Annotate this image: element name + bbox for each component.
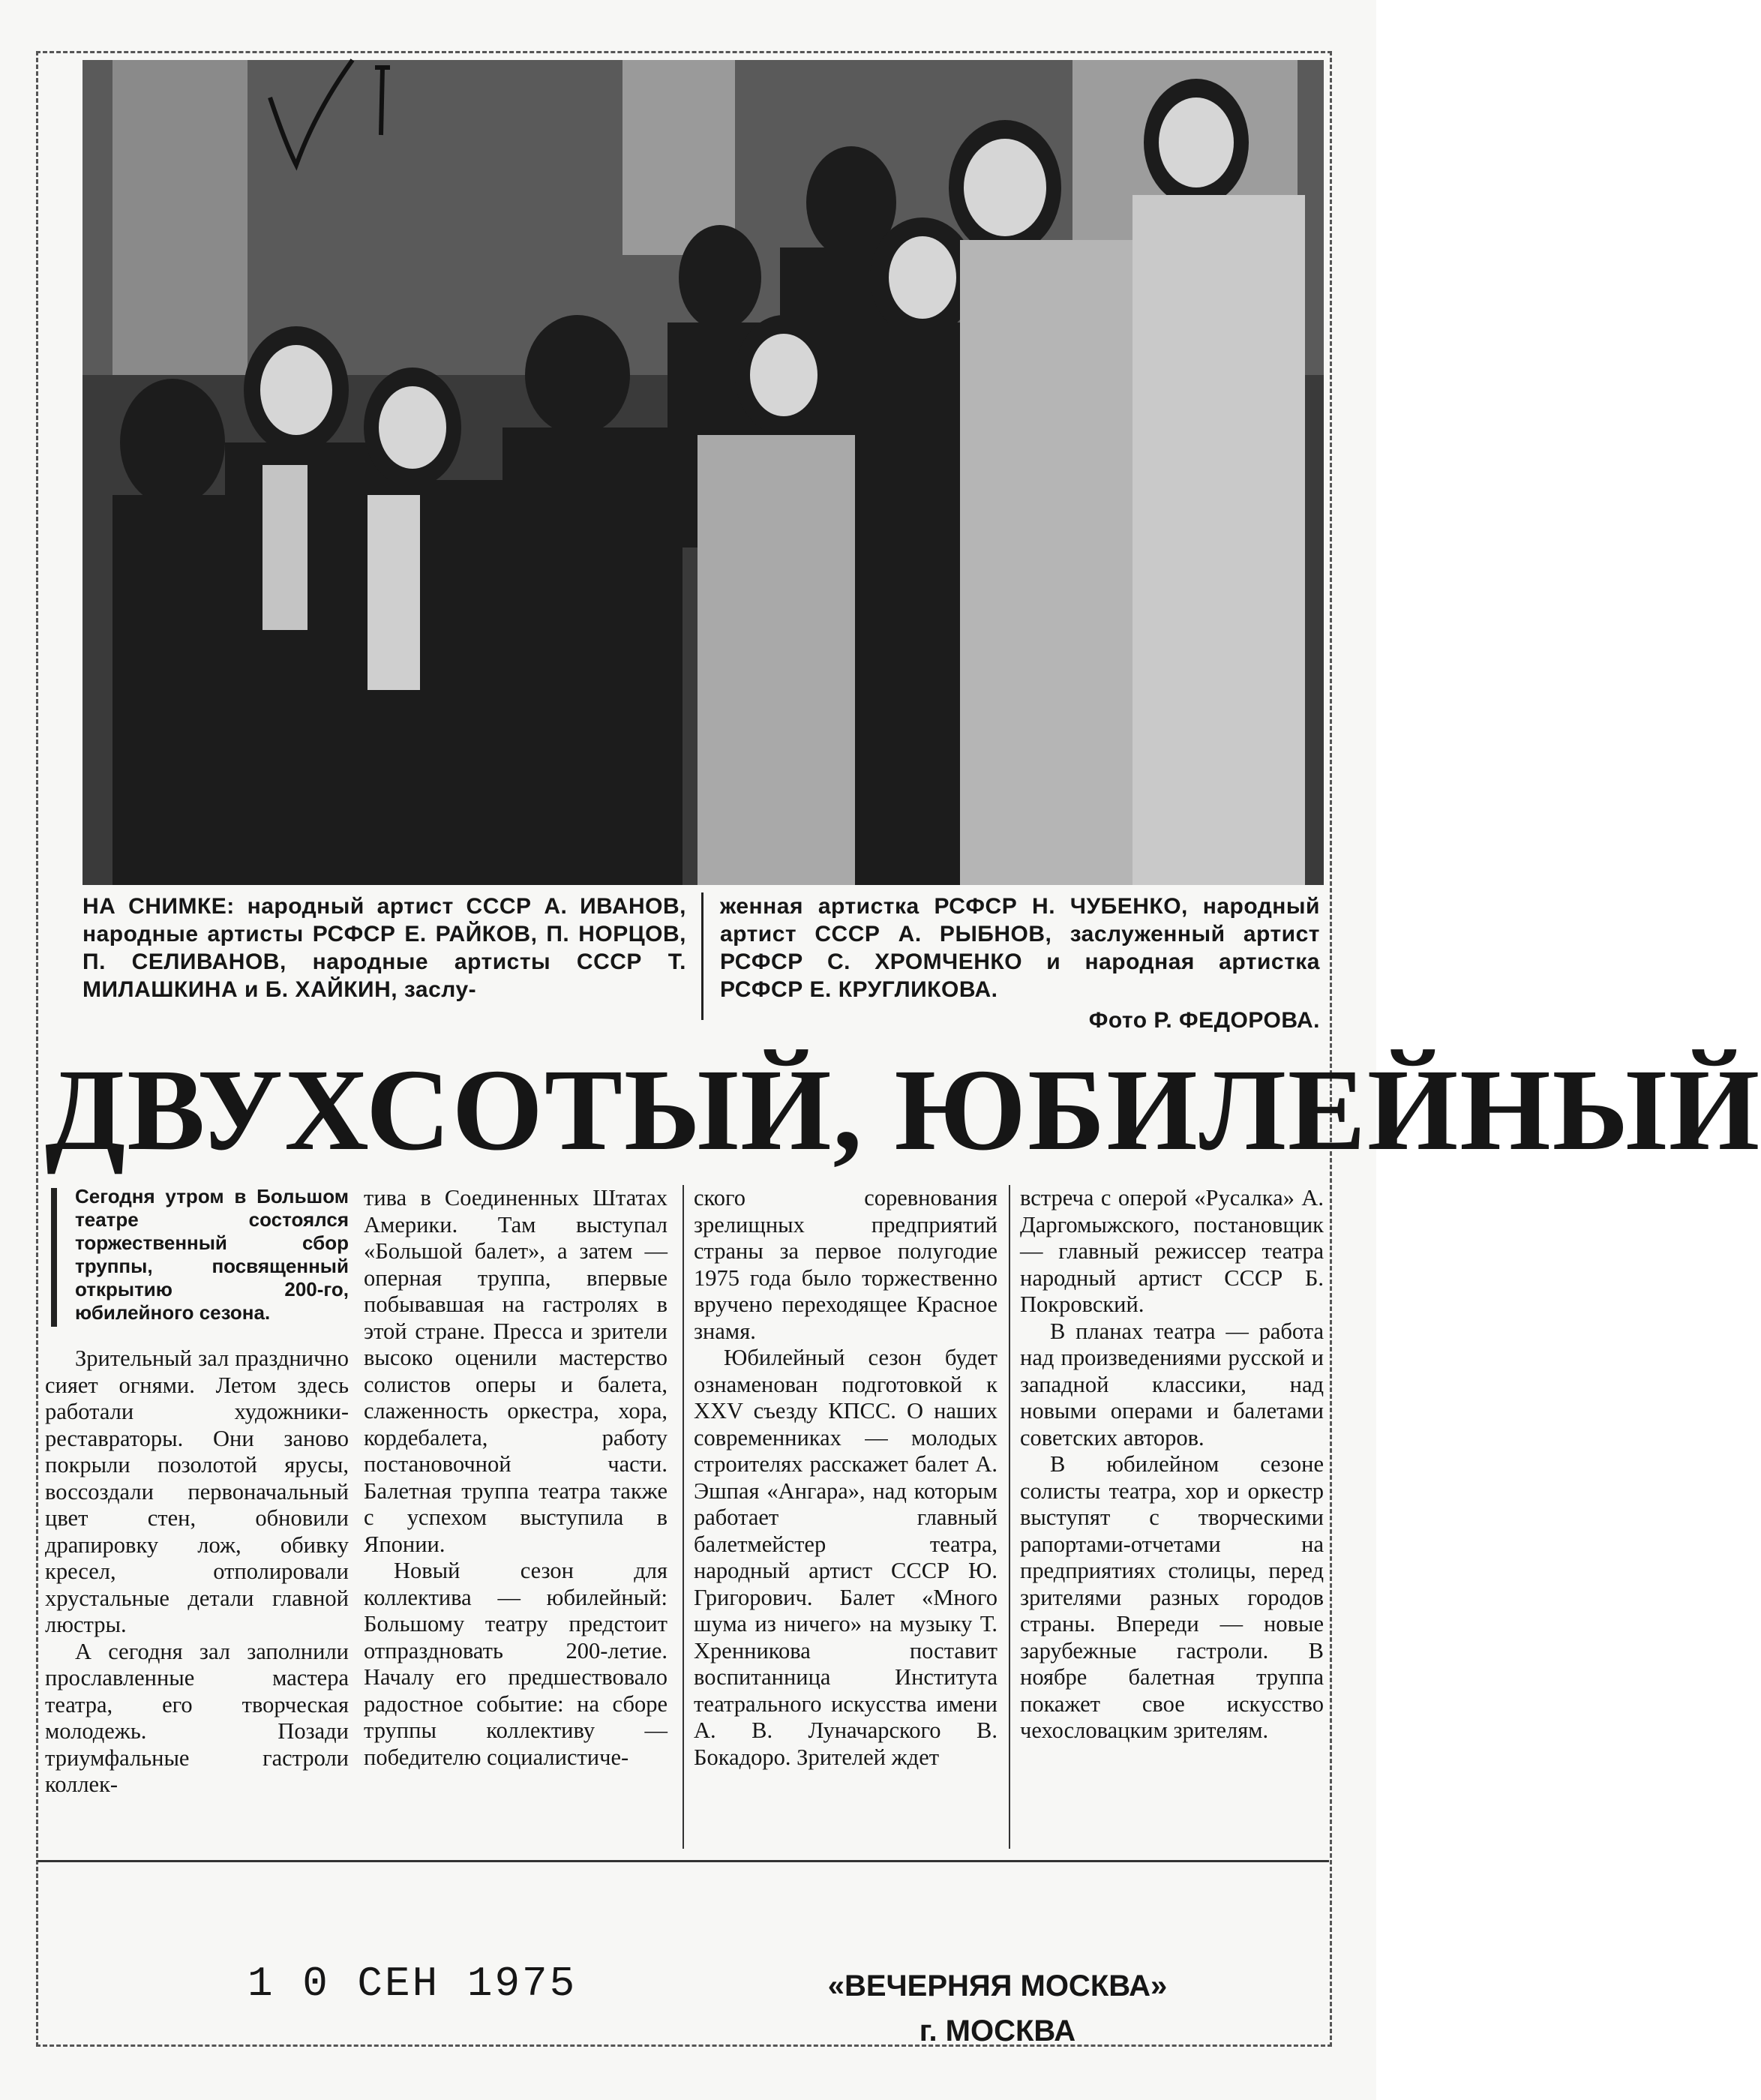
caption-divider <box>701 892 704 1020</box>
paragraph: А сегодня зал заполнили прославленные мастера театра, его творческая молодежь. Позади триумфальные гастроли коллек- <box>45 1638 349 1797</box>
group-photo <box>82 60 1324 885</box>
caption-left: НА СНИМКЕ: народный артист СССР А. ИВАНОВ, народные артисты РСФСР Е. РАЙКОВ, П. НОРЦОВ, П. СЕЛИВАНОВ, народные артисты СССР Т. МИЛАШКИНА и Б. ХАЙКИН, заслу- <box>82 894 686 1002</box>
article-body <box>45 1185 1335 1852</box>
paragraph: тива в Соединенных Штатах Америки. Там выступал «Большой балет», а затем — оперная труппа, впервые побывавшая на гастролях в этой стране. Пресса и зрители высоко оценили мастерство солистов оперы и балета, слаженность оркестра, хора, кордебалета, работу постановочной части. Балетная труппа театра также с успехом выступила в Японии. <box>364 1185 668 1557</box>
lead-text: Сегодня утром в Большом театре состоялся торжественный сбор труппы, посвященный открытию 200-го, юбилейного сезона. <box>75 1185 349 1324</box>
article-column-4 <box>1020 1185 1324 1744</box>
photo-captions <box>82 892 1324 1031</box>
article-column-2 <box>364 1185 668 1771</box>
group-photo-icon <box>82 60 1324 885</box>
source-stamp <box>788 1964 1208 2054</box>
paragraph: Зрительный зал празднично сияет огнями. Летом здесь работали художники-реставраторы. Они заново покрыли позолотой ярусы, воссоздали первоначальный цвет стен, обновили драпировку лож, обивку кресел, отполировали хрустальные детали главной люстры. <box>45 1346 349 1637</box>
source-title: «ВЕЧЕРНЯЯ МОСКВА» <box>827 1970 1168 2002</box>
photo-credit: Фото Р. ФЕДОРОВА. <box>1088 1008 1320 1033</box>
paragraph: ского соревнования зрелищных предприятий страны за первое полугодие 1975 года было торжественно вручено переходящее Красное знамя. <box>694 1185 998 1344</box>
paragraph: В юбилейном сезоне солисты театра, хор и оркестр выступят с творческими рапортами-отчетами на предприятиях столицы, перед зрителями разных городов страны. Впереди — новые зарубежные гастроли. В ноябре балетная труппа покажет свое искусство чехословацким зрителям. <box>1020 1451 1324 1743</box>
caption-right: женная артистка РСФСР Н. ЧУБЕНКО, народный артист СССР А. РЫБНОВ, заслуженный артист РСФСР С. ХРОМЧЕНКО и народная артистка РСФСР Е. КРУГЛИКОВА. <box>720 894 1320 1002</box>
headline: ДВУХСОТЫЙ, ЮБИЛЕЙНЫЙ <box>45 1045 1761 1174</box>
paragraph: встреча с оперой «Русалка» А. Даргомыжского, постановщик — главный режиссер театра народный артист СССР Б. Покровский. <box>1020 1185 1324 1317</box>
column-rule <box>1009 1185 1010 1849</box>
clipping-footer <box>38 1860 1329 2048</box>
column-rule <box>682 1185 684 1849</box>
paragraph: В планах театра — работа над произведениями русской и западной классики, над новыми операми и балетами советских авторов. <box>1020 1318 1324 1450</box>
lead-bar <box>51 1188 57 1327</box>
handwritten-check-mark-icon <box>262 52 398 172</box>
paragraph: Новый сезон для коллектива — юбилейный: Большому театру предстоит отпраздновать 200-летие. Началу его предшествовало радостное событие: на сборе труппы коллективу — победителю социалистиче- <box>364 1558 668 1770</box>
article-column-3 <box>694 1185 998 1771</box>
article-column-1 <box>45 1185 349 1798</box>
article-lead <box>45 1185 349 1324</box>
date-stamp: 1 0 СЕН 1975 <box>248 1960 578 2008</box>
paragraph: Юбилейный сезон будет ознаменован подготовкой к XXV съезду КПСС. О наших современниках — молодых строителях расскажет балет А. Эшпая «Ангара», над которым работает главный балетмейстер театра, народный артист СССР Ю. Григорович. Балет «Много шума из ничего» на музыку Т. Хренникова поставит воспитанница Института театрального искусства имени А. В. Луначарского В. Бокадоро. Зрителей ждет <box>694 1345 998 1770</box>
caption-right-block <box>720 892 1320 1034</box>
source-city: г. МОСКВА <box>919 2014 1076 2048</box>
